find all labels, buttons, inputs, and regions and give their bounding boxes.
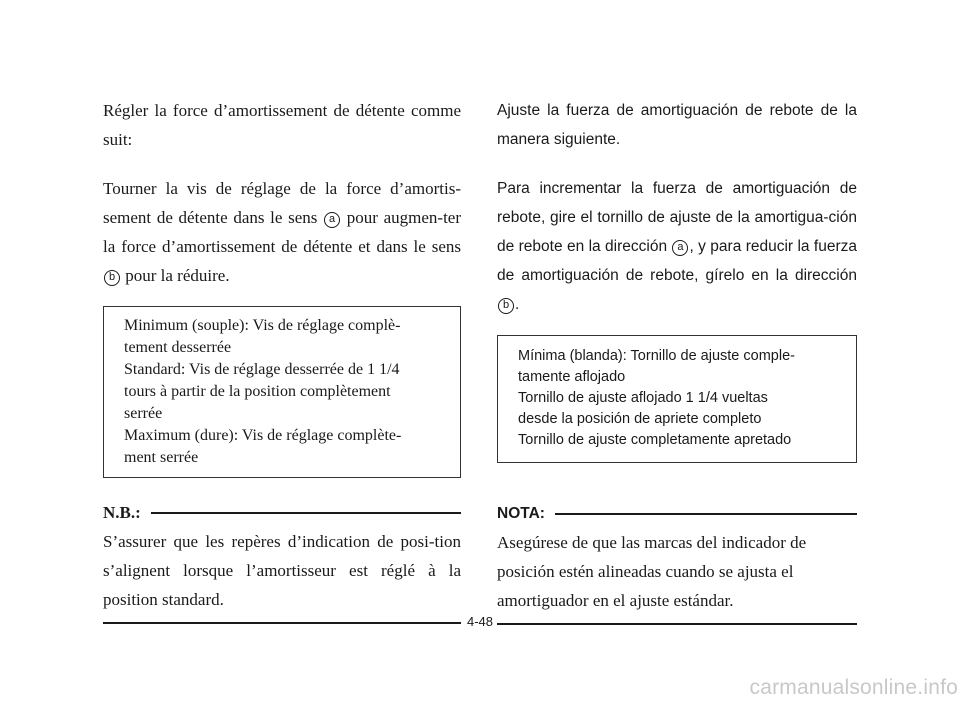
fr-note-header [103, 498, 461, 527]
es-settings-box [497, 335, 857, 463]
es-box-line: Tornillo de ajuste completamente apretado [518, 432, 792, 448]
fr-adjust-paragraph [103, 174, 461, 290]
fr-box-line: serrée [124, 405, 163, 422]
fr-box-line: Maximum (dure): Vis de réglage complète- [124, 427, 402, 444]
fr-para-1: Tourner la vis de réglage de la force d’amortis-sement de détente dans le sens [103, 179, 461, 227]
direction-a-marker: a [672, 240, 688, 256]
es-para-2: , y para reducir la fuerza de amortiguación de rebote, gírelo en la dirección [497, 238, 857, 284]
direction-a-marker: a [324, 212, 340, 228]
es-adjust-paragraph [497, 174, 857, 319]
direction-b-marker: b [498, 298, 514, 314]
es-intro: Ajuste la fuerza de amortiguación de rebote de la manera siguiente. [497, 102, 857, 148]
fr-box-line: Standard: Vis de réglage desserrée de 1 1/4 [124, 361, 400, 378]
direction-b-marker: b [104, 270, 120, 286]
fr-note-text: S’assurer que les repères d’indication de posi-tion s’alignent lorsque l’amortisseur est réglé à la position standard. [103, 532, 461, 609]
fr-box-line: tours à partir de la position complètement [124, 383, 391, 400]
es-note-header [497, 499, 857, 528]
fr-para-3: pour la réduire. [125, 266, 230, 285]
fr-box-line: tement desserrée [124, 339, 232, 356]
es-note-label: NOTA: [497, 505, 545, 522]
page-number: 4-48 [466, 614, 494, 629]
fr-note-rule [151, 512, 461, 514]
es-note-rule [555, 513, 857, 515]
french-column [103, 96, 461, 624]
fr-para-2: pour augmen-ter la force d’amortissement de détente et dans le sens [103, 208, 462, 256]
es-box-line: Tornillo de ajuste aflojado 1 1/4 vueltas [518, 390, 768, 406]
es-box-line: Mínima (blanda): Tornillo de ajuste comple- [518, 348, 795, 364]
es-para-1: Para incrementar la fuerza de amortiguación de rebote, gire el tornillo de ajuste de la amortigua-ción de rebote en la dirección [497, 180, 857, 255]
fr-intro: Régler la force d’amortissement de détente comme suit: [103, 101, 461, 149]
spanish-column [497, 96, 857, 625]
fr-box-line: Minimum (souple): Vis de réglage complè- [124, 317, 401, 334]
es-box-line: tamente aflojado [518, 369, 626, 385]
es-box-line: desde la posición de apriete completo [518, 411, 762, 427]
fr-note-label: N.B.: [103, 503, 141, 522]
watermark: carmanualsonline.info [749, 676, 958, 699]
es-note-text: Asegúrese de que las marcas del indicador de posición estén alineadas cuando se ajusta el amortiguador en el ajuste estándar. [497, 533, 807, 610]
es-para-3: . [515, 296, 520, 313]
fr-box-line: ment serrée [124, 449, 199, 466]
fr-settings-box [103, 306, 461, 478]
